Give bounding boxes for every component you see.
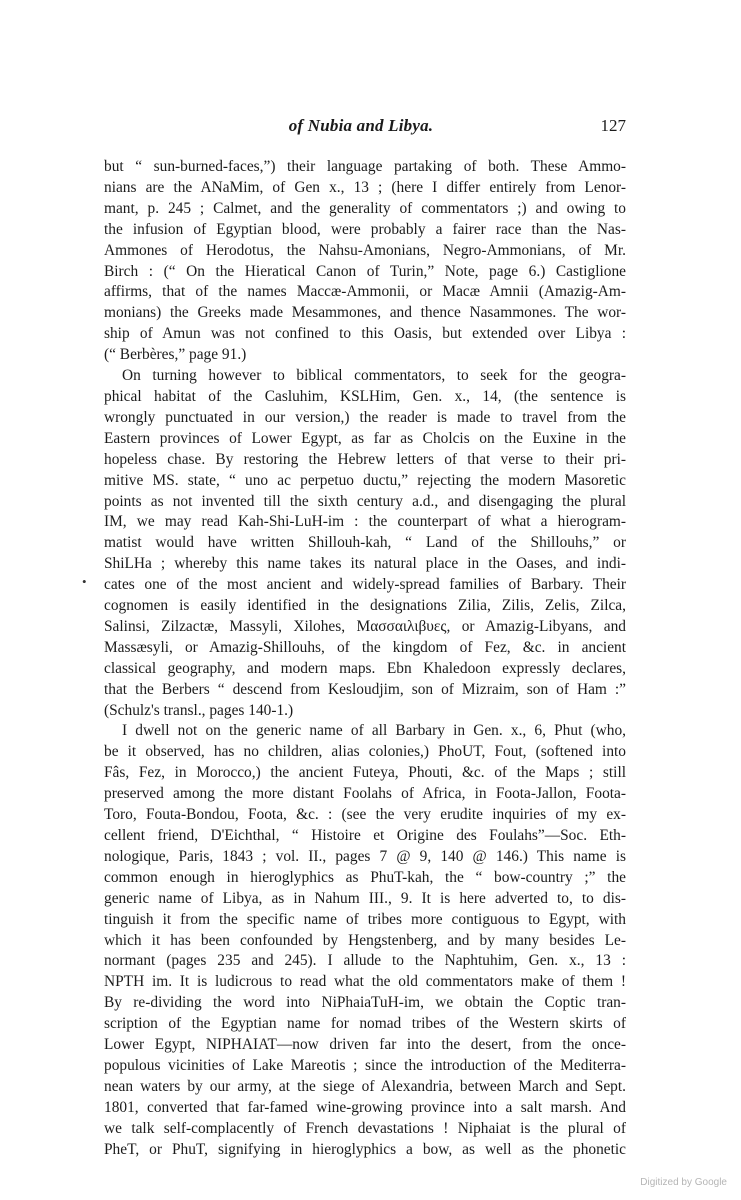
text-line: Lower Egypt, NIPHAIAT—now driven far into the desert, from the once-: [104, 1036, 626, 1054]
text-line: Salinsi, Zilzactæ, Massyli, Xilohes, Μασσαιλιβυες, or Amazig-Libyans, and: [104, 617, 626, 635]
text-line: we talk self-complacently of French devastations ! Niphaiat is the plural of: [104, 1119, 626, 1137]
text-line: points as not invented till the sixth century a.d., and disengaging the plural: [104, 492, 626, 510]
text-line: ShiLHa ; whereby this name takes its natural place in the Oases, and indi-: [104, 555, 626, 573]
text-line: Fâs, Fez, in Morocco,) the ancient Futeya, Phouti, &c. of the Maps ; still: [104, 764, 626, 782]
body-text: [104, 157, 626, 1161]
text-line: Massæsyli, or Amazig-Shillouhs, of the kingdom of Fez, &c. in ancient: [104, 638, 626, 656]
text-line: IM, we may read Kah-Shi-LuH-im : the counterpart of what a hierogram-: [104, 513, 626, 531]
margin-mark: •: [82, 574, 87, 589]
text-line: (Schulz's transl., pages 140-1.): [104, 701, 294, 719]
text-line: Ammones of Herodotus, the Nahsu-Amonians, Negro-Ammonians, of Mr.: [104, 241, 626, 259]
text-line: normant (pages 235 and 245). I allude to the Naphtuhim, Gen. x., 13 :: [104, 952, 626, 970]
text-line: Toro, Fouta-Bondou, Foota, &c. : (see the very erudite inquiries of my ex-: [104, 806, 626, 824]
page-header: [96, 116, 626, 140]
text-line: matist would have written Shillouh-kah, “ Land of the Shillouhs,” or: [104, 534, 626, 552]
text-line: hopeless chase. By restoring the Hebrew letters of that verse to their pri-: [104, 450, 626, 468]
text-line: 1801, converted that far-famed wine-growing province into a salt marsh. And: [104, 1098, 626, 1116]
text-line: (“ Berbères,” page 91.): [104, 346, 247, 364]
text-line: monians) the Greeks made Mesammones, and thence Nasammones. The wor-: [104, 304, 626, 322]
text-line: PheT, or PhuT, signifying in hieroglyphics a bow, as well as the phonetic: [104, 1140, 626, 1158]
text-line: NPTH im. It is ludicrous to read what the old commentators make of them !: [104, 973, 626, 991]
text-line: the infusion of Egyptian blood, were probably a fairer race than the Nas-: [104, 220, 626, 238]
digitized-watermark: Digitized by Google: [640, 1177, 727, 1188]
text-line: that the Berbers “ descend from Kesloudjim, son of Mizraim, son of Ham :”: [104, 680, 626, 698]
page-number: 127: [600, 116, 626, 135]
text-line: wrongly punctuated in our version,) the reader is made to travel from the: [104, 408, 626, 426]
text-line: By re-dividing the word into NiPhaiaTuH-im, we obtain the Coptic tran-: [104, 994, 626, 1012]
text-line: I dwell not on the generic name of all Barbary in Gen. x., 6, Phut (who,: [122, 722, 626, 740]
text-line: scription of the Egyptian name for nomad tribes of the Western skirts of: [104, 1015, 626, 1033]
text-line: common enough in hieroglyphics as PhuT-kah, the “ bow-country ;” the: [104, 868, 626, 886]
running-title: of Nubia and Libya.: [288, 116, 434, 135]
text-line: mitive MS. state, “ uno ac perpetuo ductu,” rejecting the modern Masoretic: [104, 471, 626, 489]
text-line: phical habitat of the Casluhim, KSLHim, Gen. x., 14, (the sentence is: [104, 387, 626, 405]
text-line: be it observed, has no children, alias colonies,) PhoUT, Fout, (softened into: [104, 743, 626, 761]
text-line: affirms, that of the names Maccæ-Ammonii, or Macæ Amnii (Amazig-Am-: [104, 283, 626, 301]
text-line: On turning however to biblical commentators, to seek for the geogra-: [122, 367, 626, 385]
text-line: generic name of Libya, as in Nahum III., 9. It is here adverted to, to dis-: [104, 889, 626, 907]
text-line: Birch : (“ On the Hieratical Canon of Turin,” Note, page 6.) Castiglione: [104, 262, 626, 280]
text-line: cates one of the most ancient and widely-spread families of Barbary. Their: [104, 576, 626, 594]
text-line: mant, p. 245 ; Calmet, and the generality of commentators ;) and owing to: [104, 199, 626, 217]
text-line: ship of Amun was not confined to this Oasis, but extended over Libya :: [104, 325, 626, 343]
text-line: classical geography, and modern maps. Ebn Khaledoon expressly declares,: [104, 659, 626, 677]
text-line: nians are the ANaMim, of Gen x., 13 ; (here I differ entirely from Lenor-: [104, 178, 626, 196]
text-line: nean waters by our army, at the siege of Alexandria, between March and Sept.: [104, 1077, 626, 1095]
text-line: tinguish it from the specific name of tribes more contiguous to Egypt, with: [104, 910, 626, 928]
text-line: populous vicinities of Lake Mareotis ; since the introduction of the Mediterra-: [104, 1056, 626, 1074]
text-line: cellent friend, D'Eichthal, “ Histoire et Origine des Foulahs”—Soc. Eth-: [104, 827, 626, 844]
text-line: nologique, Paris, 1843 ; vol. II., pages 7 @ 9, 140 @ 146.) This name is: [104, 847, 626, 865]
text-line: which it has been confounded by Hengstenberg, and by many besides Le-: [104, 931, 626, 949]
text-line: Eastern provinces of Lower Egypt, as far as Cholcis on the Euxine in the: [104, 429, 626, 447]
text-line: cognomen is easily identified in the designations Zilia, Zilis, Zelis, Zilca,: [104, 597, 626, 615]
text-line: preserved among the more distant Foolahs of Africa, in Foota-Jallon, Foota-: [104, 785, 626, 803]
text-line: but “ sun-burned-faces,”) their language partaking of both. These Ammo-: [104, 158, 626, 175]
